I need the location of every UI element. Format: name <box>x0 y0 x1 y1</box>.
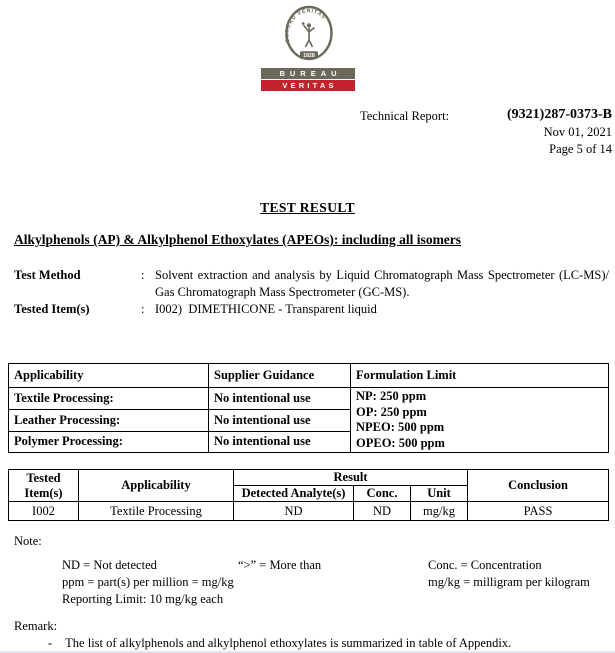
note-line: Conc. = Concentration <box>428 558 542 572</box>
note-definitions-right <box>428 557 590 591</box>
cell-leather-guidance: No intentional use <box>209 409 351 431</box>
col-header-tested-items: Tested Item(s) <box>9 470 79 502</box>
cell-textile-guidance: No intentional use <box>209 388 351 410</box>
section-heading: Alkylphenols (AP) & Alkylphenol Ethoxylates (APEOs): including all isomers <box>14 232 462 247</box>
note-line: ND = Not detected <box>62 558 157 572</box>
cell-polymer-processing: Polymer Processing: <box>9 431 209 453</box>
limit-npeo: NPEO: 500 ppm <box>356 420 445 435</box>
cell-detected-analytes: ND <box>234 502 354 521</box>
remark-label: Remark: <box>14 619 58 633</box>
test-method-value: Solvent extraction and analysis by Liquid Chromatograph Mass Spectrometer (LC-MS)/ Gas Chromatograph Mass Spectrometer (GC-MS). <box>155 268 609 299</box>
col-header-applicability: Applicability <box>79 470 234 502</box>
limit-np: NP: 250 ppm <box>356 389 427 403</box>
table-header-row <box>9 364 609 388</box>
note-definitions-middle <box>238 557 321 574</box>
limit-opeo: OPEO: 500 ppm <box>356 435 445 450</box>
cell-conc: ND <box>354 502 411 521</box>
col-header-applicability: Applicability <box>9 364 209 388</box>
note-line: ppm = part(s) per million = mg/kg <box>62 575 234 589</box>
cell-applicability: Textile Processing <box>79 502 234 521</box>
result-header-row-1 <box>9 470 609 486</box>
logo-veritas-bar: VERITAS <box>261 80 355 91</box>
result-data-row <box>9 502 609 521</box>
cell-polymer-guidance: No intentional use <box>209 431 351 453</box>
cell-conclusion: PASS <box>468 502 609 521</box>
note-line: “>” = More than <box>238 558 322 572</box>
logo-bureau-bar: BUREAU <box>261 68 355 79</box>
cell-textile-processing: Textile Processing: <box>9 388 209 410</box>
tested-items-label: Tested Item(s) <box>14 302 90 316</box>
note-line: mg/kg = milligram per kilogram <box>428 575 590 589</box>
col-header-conclusion: Conclusion <box>468 470 609 502</box>
table-row <box>9 388 609 410</box>
note-definitions-left <box>62 557 234 608</box>
limit-op: OP: 250 ppm <box>356 404 427 419</box>
result-table <box>8 469 609 521</box>
cell-tested-item: I002 <box>9 502 79 521</box>
cell-unit: mg/kg <box>411 502 468 521</box>
report-number: (9321)287-0373-B <box>507 107 612 122</box>
page-title: TEST RESULT <box>260 200 355 215</box>
remark-text: The list of alkylphenols and alkylphenol ethoxylates is summarized in table of Appendix. <box>65 636 512 650</box>
emblem-figure-icon <box>302 22 315 47</box>
note-label: Note: <box>14 534 42 548</box>
note-line: Reporting Limit: 10 mg/kg each <box>62 592 224 606</box>
col-header-supplier-guidance: Supplier Guidance <box>209 364 351 388</box>
report-meta <box>507 105 612 158</box>
tested-items-value: I002) DIMETHICONE - Transparent liquid <box>155 302 377 316</box>
col-header-result: Result <box>234 470 468 486</box>
bv-emblem-icon <box>261 4 355 62</box>
bureau-veritas-logo <box>261 4 355 91</box>
report-date: Nov 01, 2021 <box>543 125 612 139</box>
remark-item <box>48 636 511 651</box>
remark-bullet: - <box>48 636 53 650</box>
technical-report-label: Technical Report: <box>360 109 450 123</box>
applicability-table <box>8 363 609 453</box>
svg-text:BUREAU VERITAS: BUREAU VERITAS <box>284 8 327 44</box>
page-indicator: Page 5 of 14 <box>549 142 612 156</box>
cell-formulation-limits <box>351 388 609 453</box>
test-method-colon: : <box>141 268 145 282</box>
svg-text:1828: 1828 <box>303 53 315 59</box>
col-header-conc: Conc. <box>354 486 411 502</box>
test-method-label: Test Method <box>14 268 81 282</box>
method-block <box>14 267 609 318</box>
col-header-detected-analytes: Detected Analyte(s) <box>234 486 354 502</box>
col-header-formulation-limit: Formulation Limit <box>351 364 609 388</box>
cell-leather-processing: Leather Processing: <box>9 409 209 431</box>
tested-items-colon: : <box>141 302 145 316</box>
col-header-unit: Unit <box>411 486 468 502</box>
